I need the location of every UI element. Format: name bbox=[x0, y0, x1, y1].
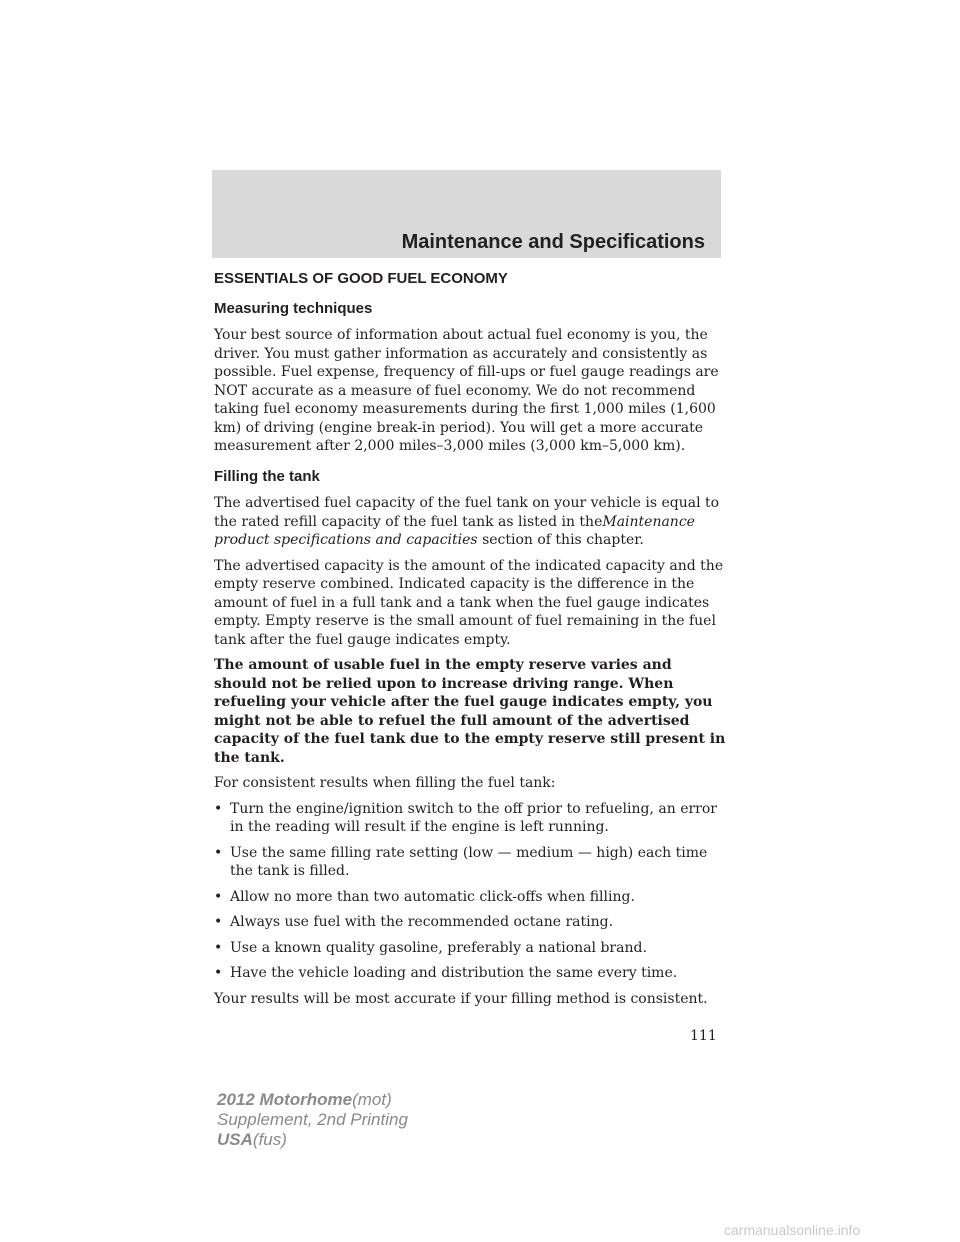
filling-paragraph-1 bbox=[214, 494, 726, 550]
filling-p1-start: The advertised fuel capacity of the fuel tank on your vehicle is equal to the rated refill capacity of the fuel tank as listed in the bbox=[214, 495, 720, 530]
list-item-text: Turn the engine/ignition switch to the off prior to refueling, an error in the reading will result if the engine is left running. bbox=[230, 800, 717, 835]
bullet-icon: • bbox=[214, 800, 223, 817]
filling-paragraph-2: The advertised capacity is the amount of the indicated capacity and the empty reserve combined. Indicated capacity is the difference in the amount of fuel in a full tank and a tank when the fuel gauge indicates empty. Empty reserve is the small amount of fuel remaining in the fuel tank after the fuel gauge indicates empty. bbox=[214, 557, 724, 648]
list-item bbox=[214, 800, 726, 837]
bullet-icon: • bbox=[214, 965, 223, 981]
footer-model: 2012 Motorhome bbox=[217, 1090, 353, 1109]
fuel-warning-paragraph: The amount of usable fuel in the empty reserve varies and should not be relied upon to increase driving range. When refueling your vehicle after the fuel gauge indicates empty, you might not be able to refuel the full amount of the advertised capacity of the fuel tank due to the empty reserve still present in the tank. bbox=[214, 657, 726, 766]
footer-line-2: Supplement, 2nd Printing bbox=[217, 1110, 408, 1129]
list-item bbox=[214, 888, 726, 907]
bullet-icon: • bbox=[214, 914, 223, 930]
bullet-icon: • bbox=[214, 844, 223, 861]
watermark-text: carmanualsonline.info bbox=[724, 1222, 861, 1238]
list-item-text: Use the same filling rate setting (low — medium — high) each time the tank is filled. bbox=[230, 844, 708, 879]
main-heading: ESSENTIALS OF GOOD FUEL ECONOMY bbox=[214, 270, 508, 287]
subheading-measuring: Measuring techniques bbox=[214, 299, 373, 317]
list-intro: For consistent results when filling the fuel tank: bbox=[214, 775, 556, 791]
closing-paragraph: Your results will be most accurate if your filling method is consistent. bbox=[214, 990, 708, 1007]
filling-tips-list bbox=[214, 800, 726, 983]
section-header-band bbox=[212, 170, 721, 258]
printing-footer bbox=[217, 1090, 408, 1150]
list-item bbox=[214, 939, 726, 958]
page-content bbox=[214, 270, 726, 1015]
subheading-filling: Filling the tank bbox=[214, 467, 320, 485]
footer-model-code: (mot) bbox=[352, 1090, 392, 1109]
footer-line-3 bbox=[217, 1130, 408, 1150]
bullet-icon: • bbox=[214, 888, 223, 905]
list-item bbox=[214, 913, 726, 932]
list-item bbox=[214, 844, 726, 881]
filling-p1-reference: Maintenance product specifications and capacities bbox=[214, 513, 695, 548]
footer-market: USA bbox=[217, 1130, 253, 1149]
list-item bbox=[214, 964, 726, 983]
list-item-text: Use a known quality gasoline, preferably a national brand. bbox=[230, 939, 647, 956]
footer-line-1 bbox=[217, 1090, 408, 1110]
bullet-icon: • bbox=[214, 939, 223, 956]
filling-p1-end: section of this chapter. bbox=[482, 532, 644, 548]
section-title: Maintenance and Specifications bbox=[401, 231, 705, 253]
list-item-text: Have the vehicle loading and distribution the same every time. bbox=[230, 965, 678, 981]
list-item-text: Always use fuel with the recommended octane rating. bbox=[230, 914, 614, 930]
footer-market-code: (fus) bbox=[252, 1130, 287, 1149]
page-number: 111 bbox=[690, 1028, 717, 1044]
list-item-text: Allow no more than two automatic click-offs when filling. bbox=[230, 888, 635, 905]
measuring-paragraph: Your best source of information about actual fuel economy is you, the driver. You must gather information as accurately and consistently as possible. Fuel expense, frequency of fill-ups or fuel gauge readings are NOT accurate as a measure of fuel economy. We do not recommend taking fuel economy measurements during the first 1,000 miles (1,600 km) of driving (engine break-in period). You will get a more accurate measurement after 2,000 miles–3,000 miles (3,000 km–5,000 km). bbox=[214, 327, 719, 454]
